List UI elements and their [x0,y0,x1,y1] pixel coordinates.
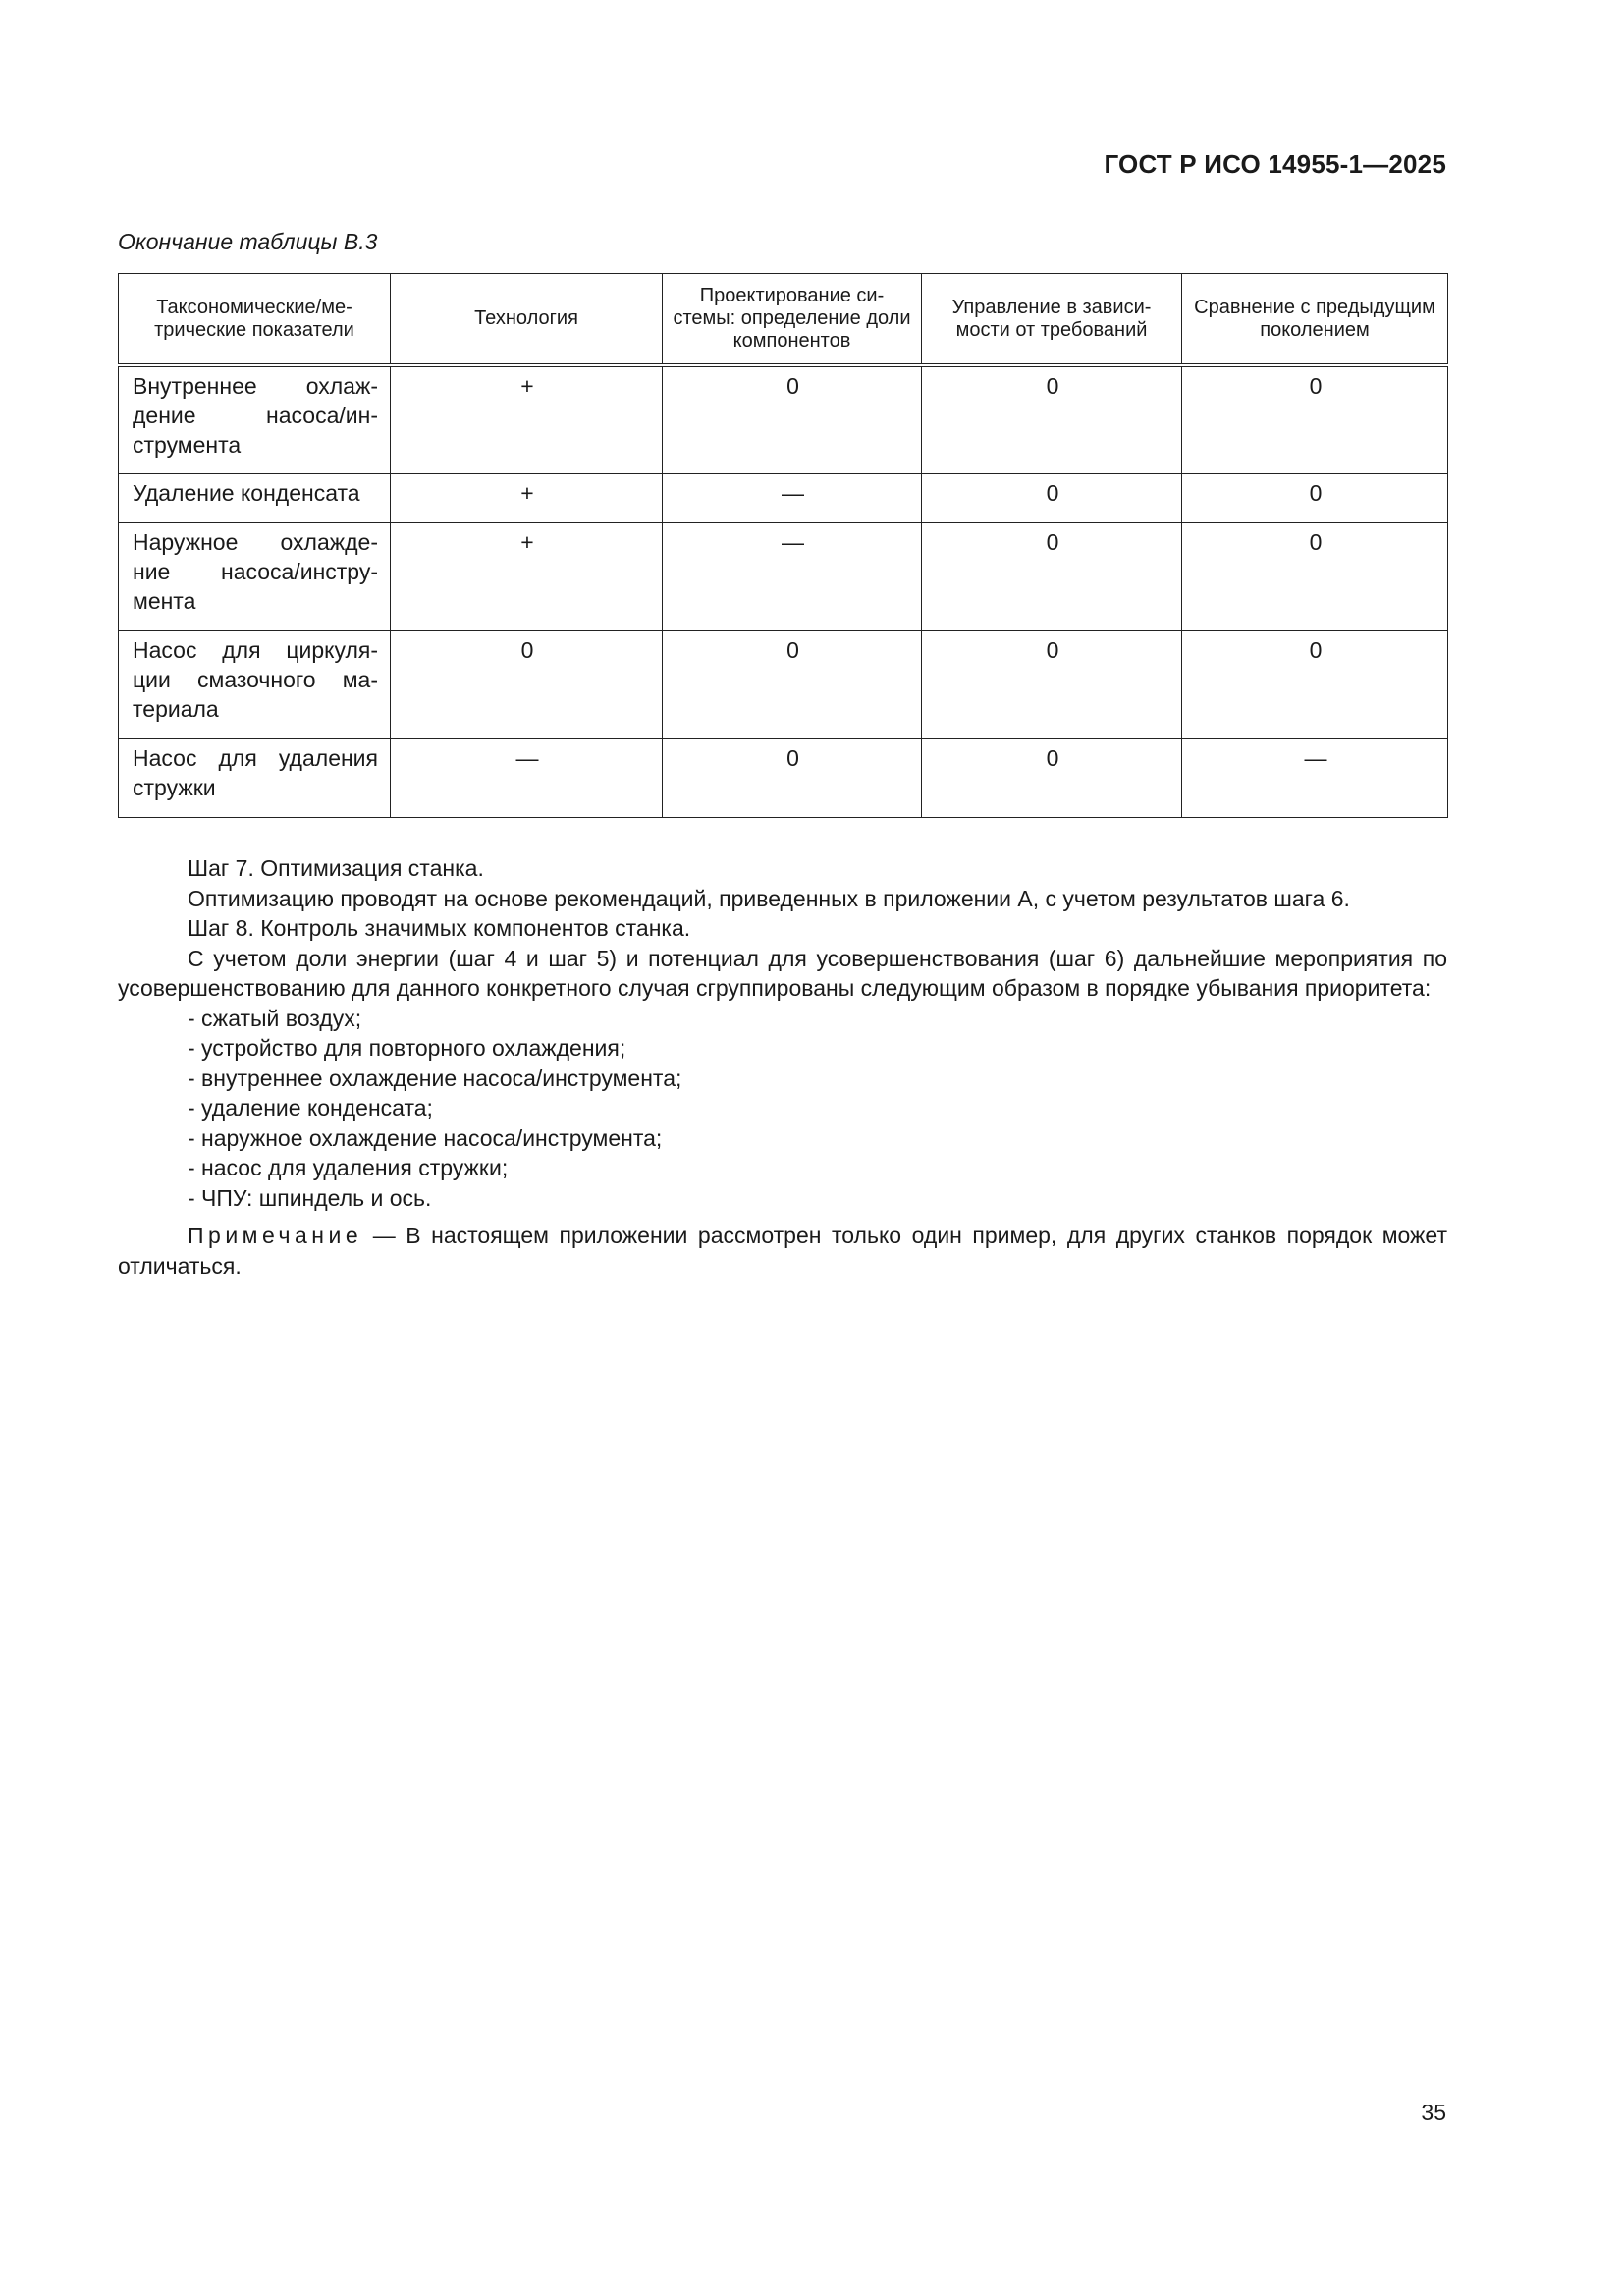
column-header-indicator: Таксономические/ме-трические показатели [119,274,391,366]
table-cell: 0 [663,738,922,817]
table-caption: Окончание таблицы В.3 [118,229,378,254]
list-item: - наружное охлаждение насоса/инструмента; [188,1124,663,1151]
table-cell: 0 [1182,630,1448,738]
table-cell: 0 [922,738,1182,817]
column-header-system-design: Проектирование си-стемы: определение доли компонентов [663,274,922,366]
step8-text: С учетом доли энергии (шаг 4 и шаг 5) и потенциал для усовершенствования (шаг 6) дальнейшие мероприятия по усовершенствованию для данного конкретного случая сгруппированы следующим образом в порядке убывания приоритета: [118,945,1447,1001]
table-cell: — [1182,738,1448,817]
evaluation-table [118,273,1448,818]
table-row [119,473,1448,522]
row-label: Наружное охлажде-ние насоса/инстру-мента [119,522,391,630]
table-cell: — [663,522,922,630]
note-text: — В настоящем приложении рассмотрен только один пример, для других станков порядок может отличаться. [118,1223,1447,1279]
row-label: Внутреннее охлаж-дение насоса/ин-струмента [119,365,391,473]
table-cell: 0 [922,522,1182,630]
row-label: Насос для удаления стружки [119,738,391,817]
body-text [118,853,1447,1281]
table-row [119,630,1448,738]
table-cell: 0 [1182,365,1448,473]
column-header-demand-control: Управление в зависи-мости от требований [922,274,1182,366]
note-label: Примечание [188,1223,363,1248]
list-item: - ЧПУ: шпиндель и ось. [188,1184,432,1211]
page-number: 35 [1421,2100,1446,2125]
table-cell: 0 [391,630,663,738]
list-item: - сжатый воздух; [188,1005,362,1031]
table-cell: 0 [1182,522,1448,630]
table-cell: + [391,473,663,522]
list-item: - удаление конденсата; [188,1095,433,1121]
table-cell: 0 [663,630,922,738]
step7-title: Шаг 7. Оптимизация станка. [188,855,484,881]
table-cell: — [391,738,663,817]
table-cell: 0 [922,365,1182,473]
column-header-previous-generation: Сравнение с предыдущим поколением [1182,274,1448,366]
note [118,1221,1447,1281]
table-cell: 0 [663,365,922,473]
table-cell: + [391,522,663,630]
table-cell: 0 [922,473,1182,522]
table-row [119,522,1448,630]
column-header-technology: Технология [391,274,663,366]
table-cell: 0 [922,630,1182,738]
row-label: Удаление конденсата [119,473,391,522]
table-cell: — [663,473,922,522]
table-cell: + [391,365,663,473]
table-header-row [119,274,1448,366]
table-cell: 0 [1182,473,1448,522]
standard-code: ГОСТ Р ИСО 14955-1—2025 [1104,149,1446,179]
step7-text: Оптимизацию проводят на основе рекомендаций, приведенных в приложении А, с учетом результатов шага 6. [188,885,1350,911]
table-row [119,738,1448,817]
table-row [119,365,1448,473]
row-label: Насос для циркуля-ции смазочного ма-териала [119,630,391,738]
list-item: - внутреннее охлаждение насоса/инструмента; [188,1065,682,1091]
step8-title: Шаг 8. Контроль значимых компонентов станка. [188,915,691,941]
list-item: - устройство для повторного охлаждения; [188,1035,626,1061]
list-item: - насос для удаления стружки; [188,1155,509,1180]
